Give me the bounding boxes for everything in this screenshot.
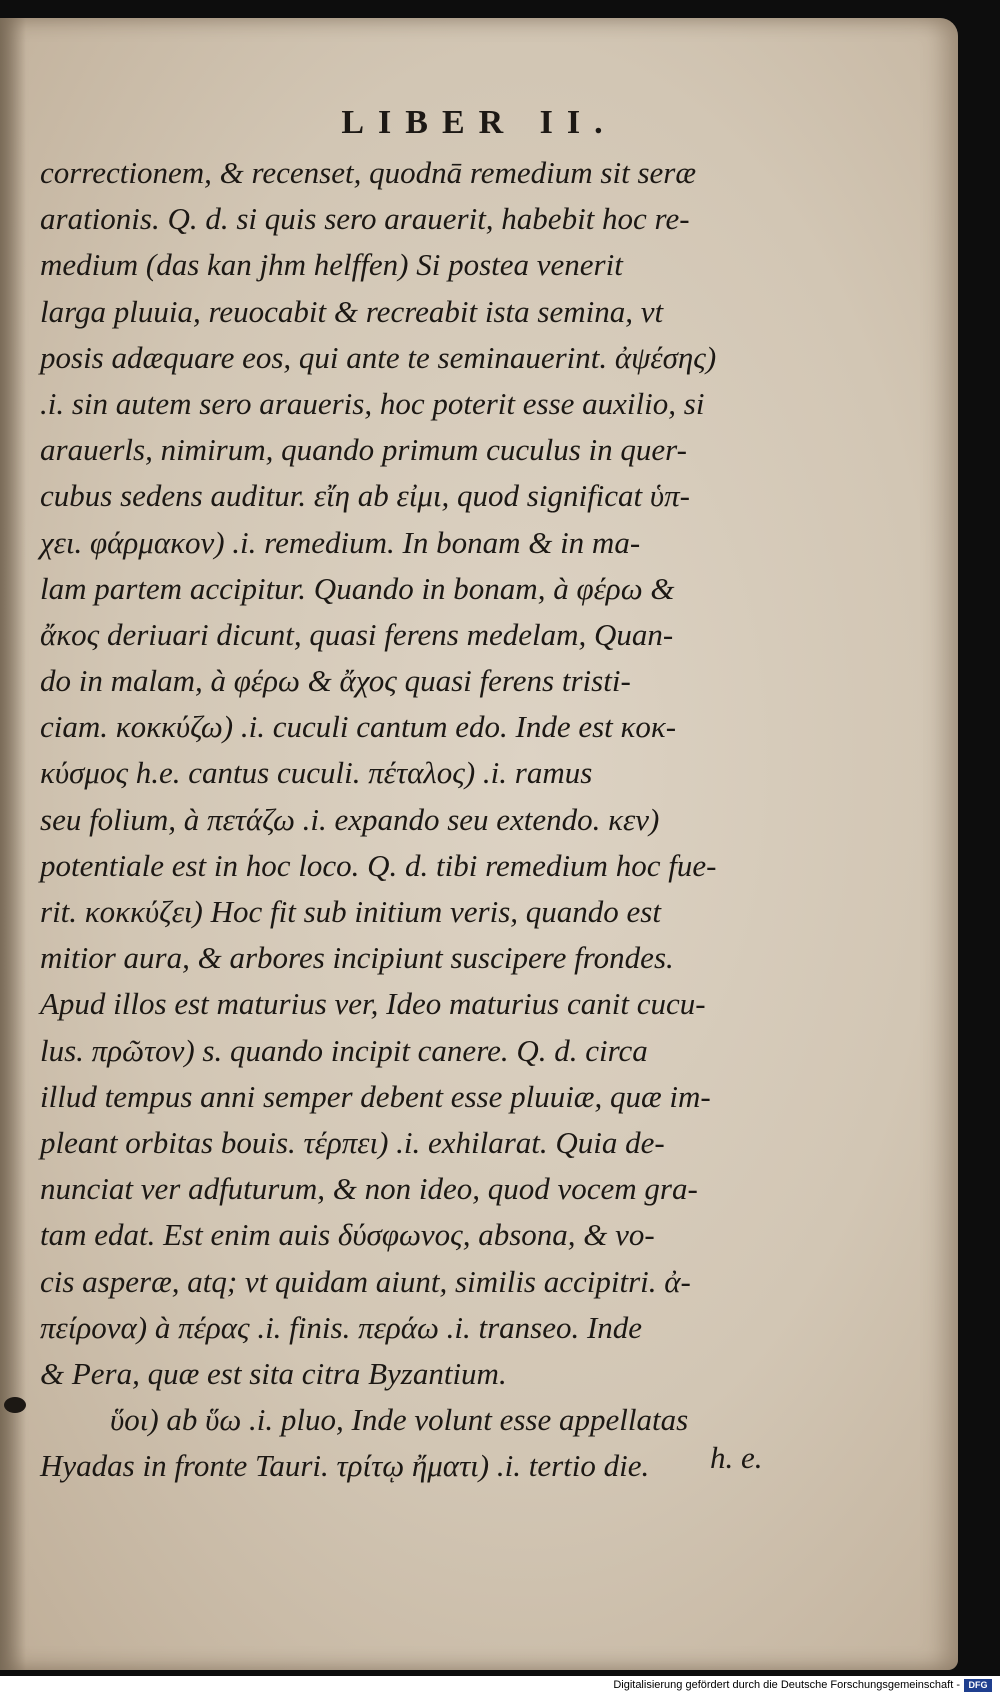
text-line: Hyadas in fronte Tauri. τρίτῳ ἤματι) .i. tertio die. <box>40 1448 650 1484</box>
dfg-logo: DFG <box>964 1679 992 1692</box>
text-line: χει. φάρμακον) .i. remedium. In bonam & in ma- <box>40 524 641 560</box>
text-line: potentiale est in hoc loco. Q. d. tibi remedium hoc fue- <box>40 847 717 883</box>
text-line: cubus sedens auditur. εἴη ab εἰμι, quod significat ὑπ- <box>40 478 691 514</box>
text-line: ciam. κοκκύζω) .i. cuculi cantum edo. Inde est κοκ- <box>40 709 677 745</box>
text-line: pleant orbitas bouis. τέρπει) .i. exhilarat. Quia de- <box>40 1124 665 1160</box>
text-line: κύσμος h.e. cantus cuculi. πέταλος) .i. ramus <box>40 755 593 791</box>
page-spine-shadow <box>0 18 26 1670</box>
text-line: do in malam, à φέρω & ἄχος quasi ferens tristi- <box>40 663 631 699</box>
text-line: tam edat. Est enim auis δύσφωνος, absona, & vo- <box>40 1217 655 1253</box>
footer-credit: Digitalisierung gefördert durch die Deutsche Forschungsgemeinschaft - <box>613 1679 960 1691</box>
running-head: LIBER II. <box>341 104 617 141</box>
body-text <box>40 150 800 1489</box>
text-line: seu folium, à πετάζω .i. expando seu extendo. κεν) <box>40 801 660 837</box>
text-line: arationis. Q. d. si quis sero arauerit, habebit hoc re- <box>40 201 690 237</box>
text-line: πείρονα) à πέρας .i. finis. περάω .i. transeo. Inde <box>40 1309 643 1345</box>
text-line: cis asperæ, atq; vt quidam aiunt, similis accipitri. ἀ- <box>40 1263 691 1299</box>
text-line: medium (das kan jhm helffen) Si postea venerit <box>40 247 623 283</box>
text-line: nunciat ver adfuturum, & non ideo, quod vocem gra- <box>40 1171 698 1207</box>
text-line: mitior aura, & arbores incipiunt suscipere frondes. <box>40 940 674 976</box>
text-line: Apud illos est maturius ver, Ideo maturius canit cucu- <box>40 986 706 1022</box>
text-line: posis adæquare eos, qui ante te seminauerint. ἀψέσης) <box>40 339 717 375</box>
text-line: lam partem accipitur. Quando in bonam, à φέρω & <box>40 570 675 606</box>
text-line: .i. sin autem sero araueris, hoc poterit esse auxilio, si <box>40 385 705 421</box>
text-line: larga pluuia, reuocabit & recreabit ista semina, vt <box>40 293 664 329</box>
text-line: lus. πρῶτον) s. quando incipit canere. Q. d. circa <box>40 1032 648 1068</box>
ink-blot-marker <box>4 1397 26 1413</box>
text-line: ἄκος deriuari dicunt, quasi ferens medelam, Quan- <box>40 616 674 652</box>
text-line: arauerls, nimirum, quando primum cuculus in quer- <box>40 432 687 468</box>
text-line: ὕοι) ab ὕω .i. pluo, Inde volunt esse appellatas <box>110 1402 689 1438</box>
text-line: correctionem, & recenset, quodnā remedium sit seræ <box>40 155 697 190</box>
catchword: h. e. <box>710 1440 763 1475</box>
text-line: & Pera, quæ est sita citra Byzantium. <box>40 1355 507 1391</box>
text-line: illud tempus anni semper debent esse pluuiæ, quæ im- <box>40 1078 711 1114</box>
text-line: rit. κοκκύζει) Hoc fit sub initium veris, quando est <box>40 894 661 929</box>
